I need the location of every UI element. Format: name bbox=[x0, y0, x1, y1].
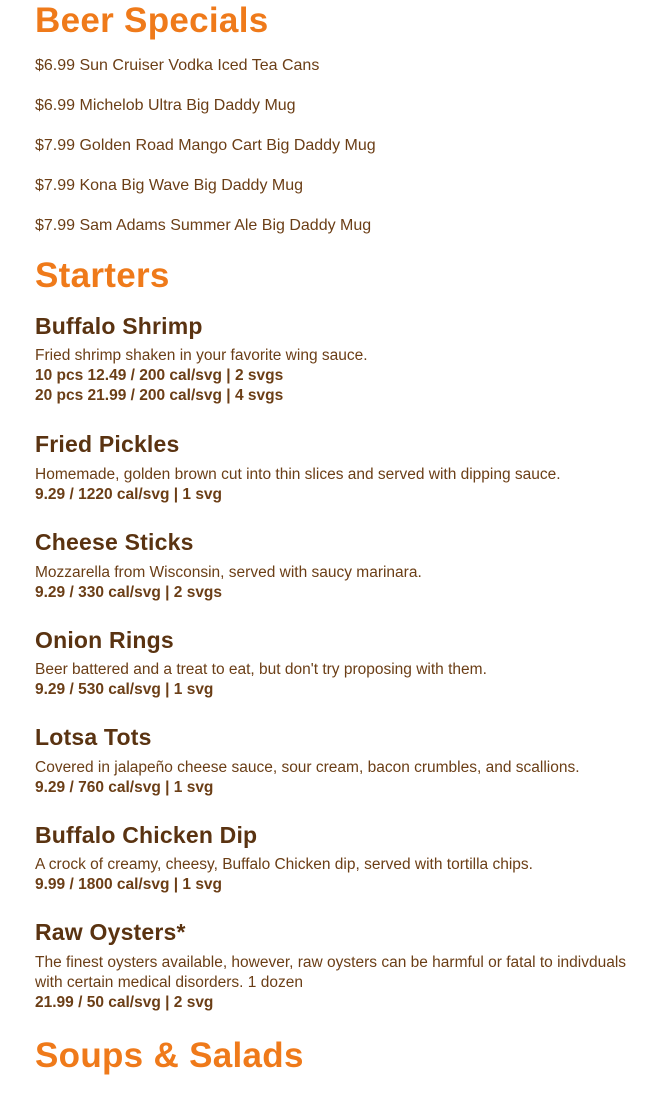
beer-special-item: $7.99 Kona Big Wave Big Daddy Mug bbox=[35, 177, 304, 194]
item-price: 9.29 / 530 cal/svg | 1 svg bbox=[35, 681, 214, 698]
item-description: Homemade, golden brown cut into thin slices and served with dipping sauce. bbox=[35, 466, 561, 483]
item-name: Raw Oysters* bbox=[35, 919, 186, 945]
menu-item-onion-rings bbox=[35, 627, 645, 700]
item-name: Buffalo Chicken Dip bbox=[35, 822, 258, 848]
item-price: 10 pcs 12.49 / 200 cal/svg | 2 svgs bbox=[35, 367, 284, 384]
item-description: The finest oysters available, however, raw oysters can be harmful or fatal to indivduals with certain medical disorders. 1 dozen bbox=[35, 954, 627, 991]
item-price: 9.29 / 760 cal/svg | 1 svg bbox=[35, 779, 214, 796]
item-description: Covered in jalapeño cheese sauce, sour cream, bacon crumbles, and scallions. bbox=[35, 759, 580, 776]
menu-item-buffalo-chicken-dip bbox=[35, 822, 645, 895]
beer-special-item: $7.99 Golden Road Mango Cart Big Daddy Mug bbox=[35, 137, 376, 154]
menu-item-buffalo-shrimp bbox=[35, 313, 645, 406]
item-price: 21.99 / 50 cal/svg | 2 svg bbox=[35, 994, 214, 1011]
item-name: Buffalo Shrimp bbox=[35, 313, 203, 339]
menu-item-lotsa-tots bbox=[35, 724, 645, 798]
menu-item-fried-pickles bbox=[35, 431, 645, 505]
beer-special-item: $6.99 Michelob Ultra Big Daddy Mug bbox=[35, 97, 296, 114]
starters-heading: Starters bbox=[35, 256, 170, 295]
menu-item-cheese-sticks bbox=[35, 529, 645, 603]
item-name: Cheese Sticks bbox=[35, 529, 194, 555]
item-description: Beer battered and a treat to eat, but don't try proposing with them. bbox=[35, 661, 487, 678]
item-name: Onion Rings bbox=[35, 627, 174, 653]
menu-item-raw-oysters bbox=[35, 919, 645, 1013]
item-description: A crock of creamy, cheesy, Buffalo Chicken dip, served with tortilla chips. bbox=[35, 856, 533, 873]
soups-salads-heading: Soups & Salads bbox=[35, 1036, 304, 1075]
item-price: 9.29 / 1220 cal/svg | 1 svg bbox=[35, 486, 223, 503]
beer-specials-heading: Beer Specials bbox=[35, 1, 269, 40]
item-description: Fried shrimp shaken in your favorite wing sauce. bbox=[35, 347, 368, 364]
item-name: Lotsa Tots bbox=[35, 724, 152, 750]
item-price: 9.99 / 1800 cal/svg | 1 svg bbox=[35, 876, 223, 893]
beer-special-item: $7.99 Sam Adams Summer Ale Big Daddy Mug bbox=[35, 217, 372, 234]
item-price: 20 pcs 21.99 / 200 cal/svg | 4 svgs bbox=[35, 387, 284, 404]
item-description: Mozzarella from Wisconsin, served with saucy marinara. bbox=[35, 564, 422, 581]
item-price: 9.29 / 330 cal/svg | 2 svgs bbox=[35, 584, 223, 601]
beer-special-item: $6.99 Sun Cruiser Vodka Iced Tea Cans bbox=[35, 57, 320, 74]
item-name: Fried Pickles bbox=[35, 431, 180, 457]
